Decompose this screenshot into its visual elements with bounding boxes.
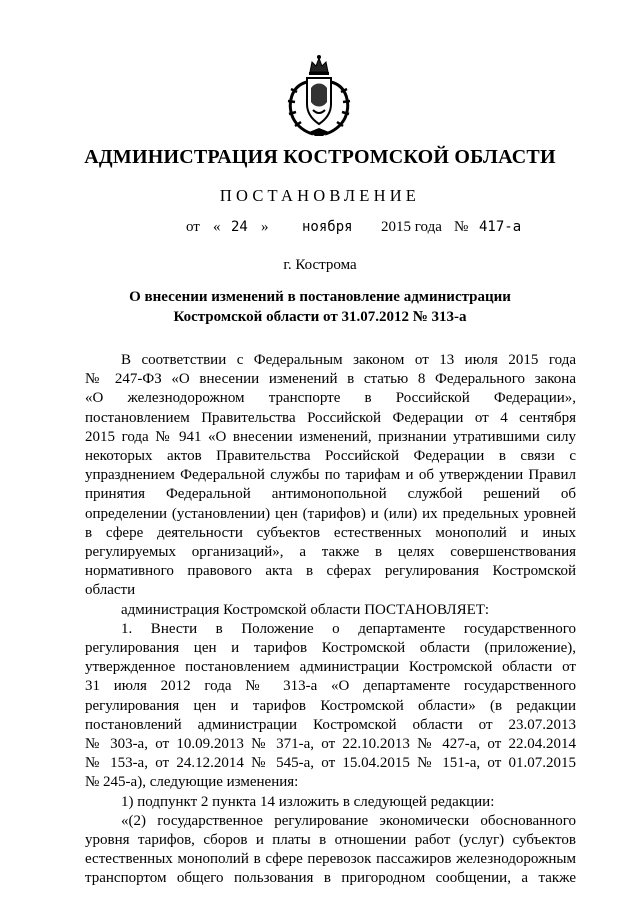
preamble-line: № 247-ФЗ «О внесении изменений в статью 8 Федерального закона — [85, 371, 576, 388]
date-number: 417-а — [479, 219, 522, 235]
preamble-line: В соответствии с Федеральным законом от 13 июля 2015 года — [121, 352, 576, 368]
item1-line: № 245-а), следующие изменения: — [85, 774, 299, 791]
item1-line: регулирования цен и тарифов Костромской области (приложение), — [85, 640, 576, 657]
date-year: 2015 года — [381, 219, 442, 235]
decree-line: администрация Костромской области ПОСТАНОВЛЯЕТ: — [121, 601, 490, 618]
preamble-line: регулируемых организаций», а также в целях совершенствования — [85, 544, 576, 561]
date-open-quote: « — [213, 219, 221, 235]
document-type: ПОСТАНОВЛЕНИЕ — [219, 186, 421, 205]
item1-line: регулирования цен и тарифов Костромской области» (в редакции — [85, 697, 576, 714]
preamble-line: определении (установлении) цен (тарифов) и (или) их предельных уровней — [85, 505, 576, 522]
date-number-sign: № — [454, 219, 469, 235]
item1-line: постановлений администрации Костромской области от 23.07.2013 — [85, 716, 576, 733]
coat-of-arms-emblem — [283, 52, 355, 138]
quote-line: естественных монополий в сфере перевозок пассажиров железнодорожным — [85, 851, 576, 868]
quote-line: уровня тарифов, сборов и платы в отношении работ (услуг) субъектов — [85, 832, 576, 849]
preamble-line: принятия Федеральной антимонопольной службой решений об — [85, 486, 576, 503]
preamble-line: постановлением Правительства Российской Федерации от 4 сентября — [85, 409, 576, 426]
quote-line: транспортом общего пользования в пригородном сообщении, а также — [85, 870, 576, 887]
item1-line: утвержденное постановлением администрации Костромской области от — [85, 659, 576, 676]
item1-line: № 153-а, от 24.12.2014 № 545-а, от 15.04.2015 № 151-а, от 01.07.2015 — [85, 755, 576, 772]
document-subject — [0, 287, 640, 327]
document-body — [85, 351, 576, 889]
preamble-line: «О железнодорожном транспорте в Российской Федерации», — [85, 390, 576, 407]
item1-line: 1. Внести в Положение о департаменте государственного — [121, 620, 576, 637]
preamble-line: нормативного правового акта в сферах регулирования Костромской — [85, 563, 576, 580]
preamble-line: области — [85, 582, 136, 599]
date-day: 24 — [231, 219, 248, 235]
organization-title: АДМИНИСТРАЦИЯ КОСТРОМСКОЙ ОБЛАСТИ — [84, 146, 556, 168]
subitem1-line: 1) подпункт 2 пункта 14 изложить в следующей редакции: — [121, 793, 495, 810]
date-close-quote: » — [261, 219, 269, 235]
preamble-line: некоторых актов Правительства Российской Федерации в связи с — [85, 448, 576, 465]
preamble-line: в сфере деятельности субъектов естественных монополий и иных — [85, 524, 576, 541]
item1-line: 31 июля 2012 года № 313-а «О департаменте государственного — [85, 678, 576, 695]
subject-line: Костромской области от 31.07.2012 № 313-а — [173, 309, 467, 325]
subject-line: О внесении изменений в постановление администрации — [129, 289, 511, 305]
date-month: ноября — [302, 219, 353, 235]
date-prefix: от — [186, 219, 200, 235]
preamble-line: 2015 года № 941 «О внесении изменений, признании утратившими силу — [85, 428, 576, 445]
item1-line: № 303-а, от 10.09.2013 № 371-а, от 22.10.2013 № 427-а, от 22.04.2014 — [85, 736, 576, 753]
quote-line: «(2) государственное регулирование экономически обоснованного — [121, 812, 576, 829]
city: г. Кострома — [283, 257, 357, 273]
preamble-line: упразднением Федеральной службы по тарифам и об утверждении Правил — [85, 467, 576, 484]
